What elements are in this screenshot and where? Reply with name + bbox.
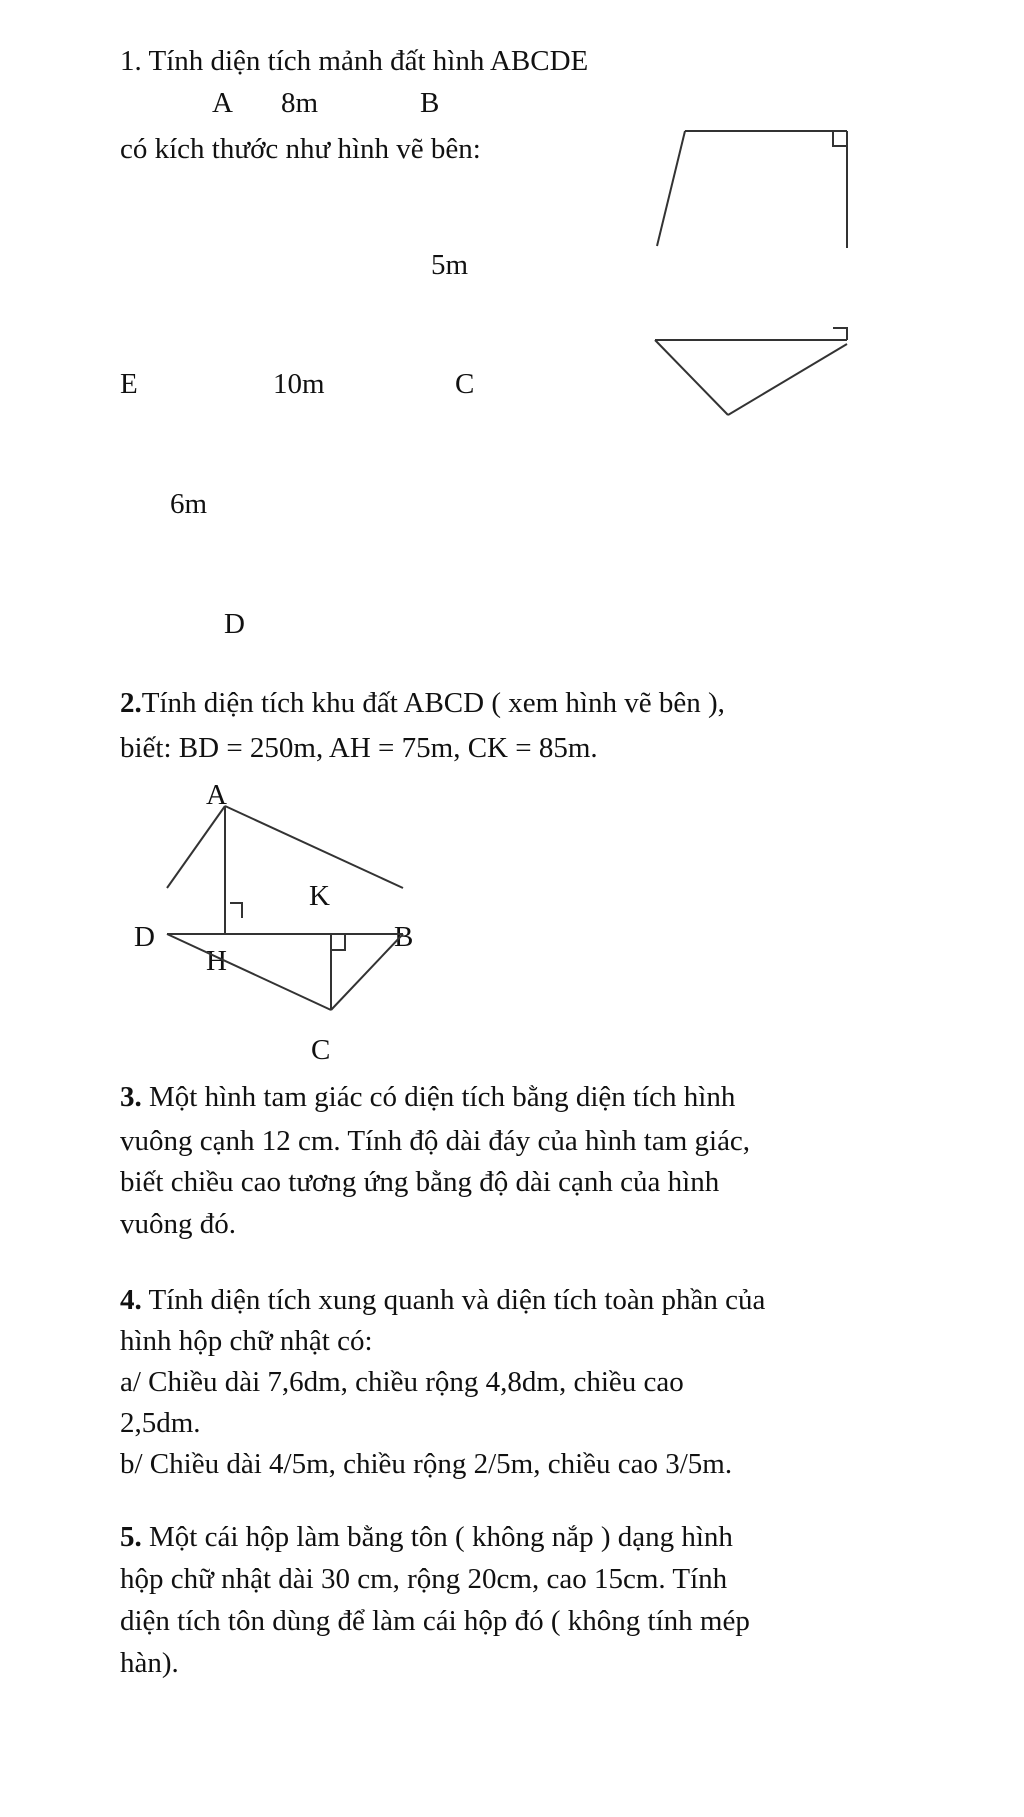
problem-4-text-1: Tính diện tích xung quanh và diện tích toàn phần của [141, 1284, 766, 1316]
fig1-edge-ed [655, 340, 728, 415]
fig2-label-c: C [311, 1034, 331, 1066]
fig2-right-angle-k [331, 934, 345, 950]
problem-5-line-1 [120, 1520, 733, 1554]
fig2-right-angle-h [230, 903, 242, 918]
fig1-right-angle-b [833, 131, 847, 146]
label-a: A [212, 87, 233, 119]
label-c: C [455, 368, 475, 400]
problem-5-line-4: hàn). [120, 1647, 179, 1679]
fig2-edge-ab [225, 806, 403, 888]
problem-5-text-1: Một cái hộp làm bằng tôn ( không nắp ) dạng hình [141, 1521, 733, 1553]
problem-4-line-4: 2,5dm. [120, 1407, 201, 1439]
problem-5-line-2: hộp chữ nhật dài 30 cm, rộng 20cm, cao 15cm. Tính [120, 1563, 728, 1595]
problem-2-number: 2. [120, 687, 142, 719]
problem-5-line-3: diện tích tôn dùng để làm cái hộp đó ( không tính mép [120, 1605, 750, 1637]
problem-4-number: 4. [120, 1284, 142, 1316]
problem-1-title: 1. Tính diện tích mảnh đất hình ABCDE [120, 45, 589, 77]
fig2-edge-da [167, 806, 225, 888]
problem-4-line-1 [120, 1283, 765, 1317]
label-ab-length: 8m [281, 87, 319, 119]
label-ec-length: 10m [273, 368, 325, 400]
problem-3-line-2: vuông cạnh 12 cm. Tính độ dài đáy của hình tam giác, [120, 1125, 751, 1157]
figure-1-pentagon [655, 131, 847, 415]
fig2-label-k: K [309, 880, 330, 912]
problem-4-line-2: hình hộp chữ nhật có: [120, 1325, 373, 1357]
figure-2-quadrilateral [167, 806, 403, 1010]
fig2-label-h: H [206, 945, 227, 977]
problem-4-line-3: a/ Chiều dài 7,6dm, chiều rộng 4,8dm, chiều cao [120, 1366, 684, 1398]
problem-4-line-5: b/ Chiều dài 4/5m, chiều rộng 2/5m, chiều cao 3/5m. [120, 1448, 733, 1480]
label-d-distance: 6m [170, 488, 208, 520]
fig2-edge-dc [167, 934, 331, 1010]
problem-3-number: 3. [120, 1081, 142, 1113]
problem-3-line-4: vuông đó. [120, 1208, 236, 1240]
problem-3-text-1: Một hình tam giác có diện tích bằng diện tích hình [141, 1081, 736, 1113]
label-b: B [420, 87, 440, 119]
label-e: E [120, 368, 138, 400]
fig2-edge-cb [331, 934, 403, 1010]
fig2-label-b: B [394, 921, 414, 953]
label-d: D [224, 608, 245, 640]
fig2-label-a: A [206, 779, 227, 811]
fig1-edge-dc [728, 344, 847, 415]
problem-5-number: 5. [120, 1521, 142, 1553]
label-bc-length: 5m [431, 249, 469, 281]
problem-2-text-1: Tính diện tích khu đất ABCD ( xem hình vẽ bên ), [141, 687, 725, 719]
problem-3-line-3: biết chiều cao tương ứng bằng độ dài cạnh của hình [120, 1166, 720, 1198]
problem-1-description: có kích thước như hình vẽ bên: [120, 133, 481, 165]
problem-2-line-2: biết: BD = 250m, AH = 75m, CK = 85m. [120, 732, 598, 764]
fig1-right-angle-c [833, 328, 847, 340]
problem-2-line-1 [120, 686, 725, 720]
fig2-label-d: D [134, 921, 155, 953]
fig1-edge-ae [657, 131, 685, 246]
problem-3-line-1 [120, 1080, 735, 1114]
